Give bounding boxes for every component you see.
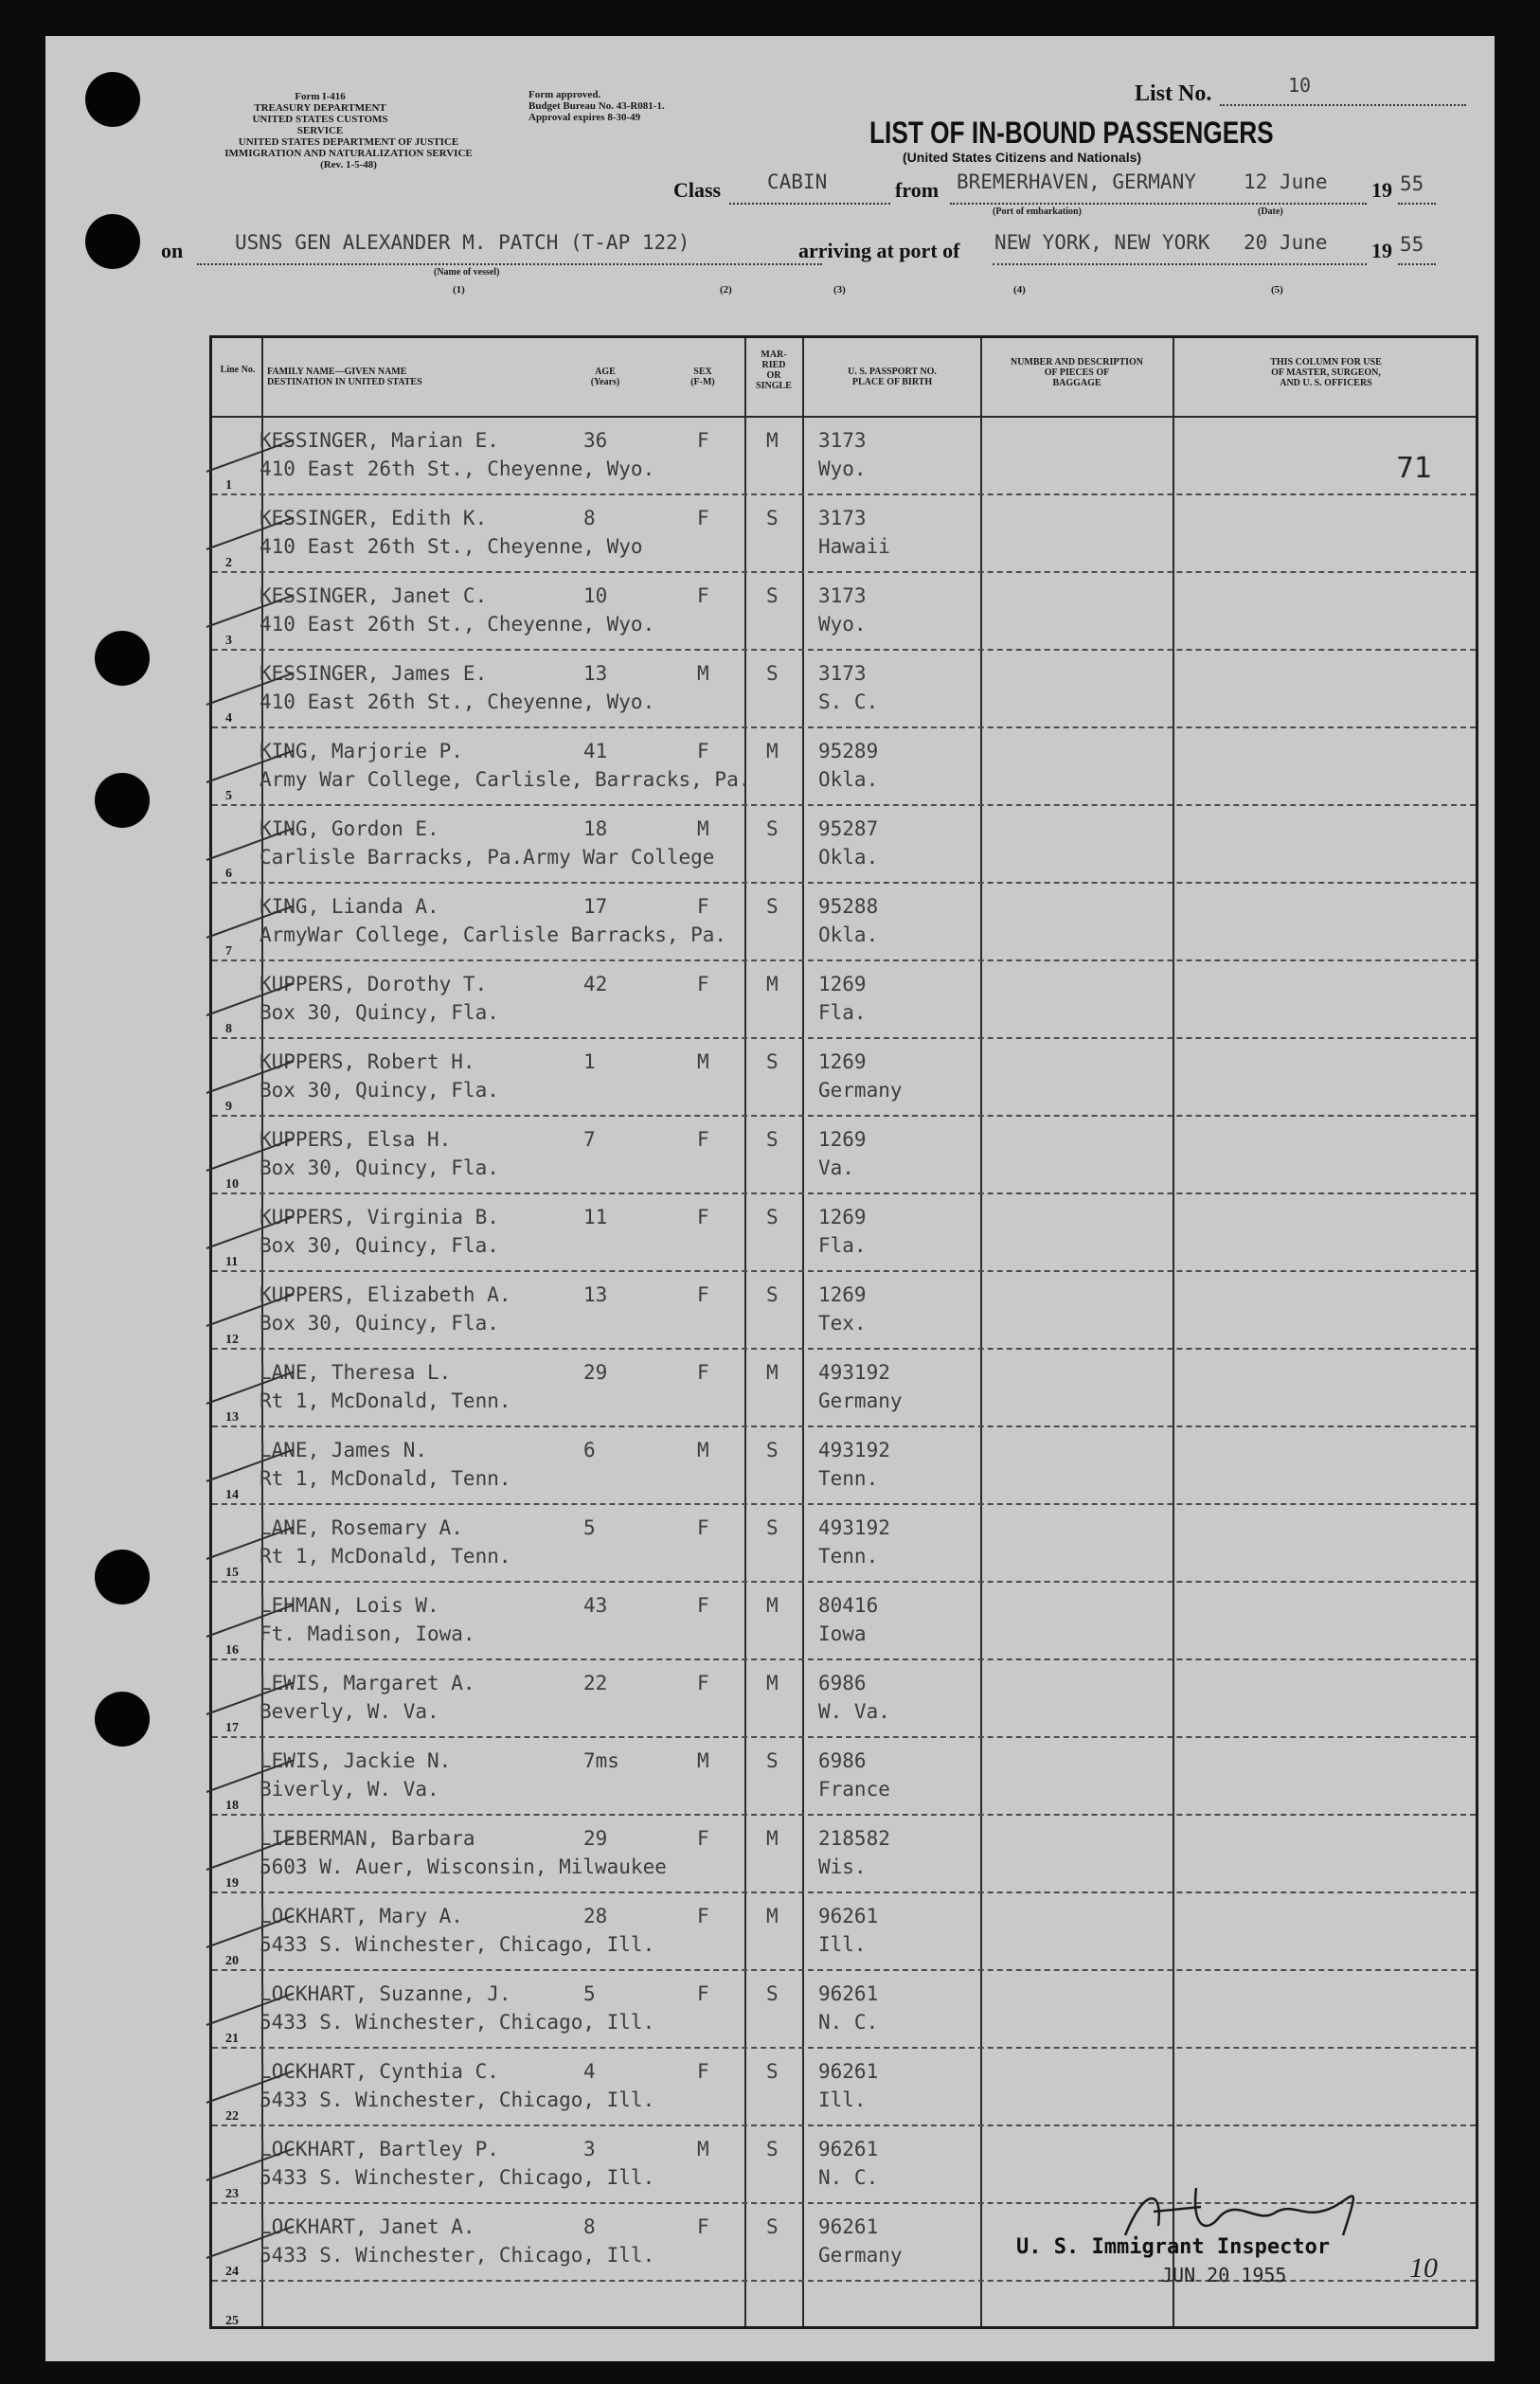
birthplace: Fla. — [818, 1001, 867, 1024]
class-value: CABIN — [767, 170, 828, 193]
passenger-marital: S — [766, 507, 779, 529]
port-of-embarkation-note: (Port of embarkation) — [993, 206, 1082, 217]
table-row — [212, 806, 1476, 884]
line-number: 14 — [225, 1488, 239, 1502]
passenger-age: 18 — [583, 817, 608, 840]
passenger-age: 3 — [583, 2138, 596, 2160]
binder-hole — [95, 1550, 150, 1604]
passenger-sex: F — [697, 1905, 709, 1927]
passenger-marital: S — [766, 1749, 779, 1772]
table-row — [212, 1893, 1476, 1971]
passenger-marital: M — [766, 1827, 779, 1850]
passenger-age: 29 — [583, 1361, 608, 1384]
table-row — [212, 573, 1476, 651]
passenger-sex: F — [697, 1283, 709, 1306]
arrival-port: NEW YORK, NEW YORK — [994, 231, 1210, 254]
passenger-age: 7 — [583, 1128, 596, 1151]
passenger-age: 8 — [583, 2215, 596, 2238]
binder-hole — [85, 214, 140, 269]
passenger-age: 13 — [583, 1283, 608, 1306]
birthplace: Wis. — [818, 1855, 867, 1878]
passenger-name: LOCKHART, Mary A. — [260, 1905, 463, 1927]
departure-year-underline — [1398, 203, 1436, 205]
ins-line: IMMIGRATION AND NATURALIZATION SERVICE — [224, 148, 473, 159]
passenger-sex: F — [697, 1128, 709, 1151]
passenger-marital: S — [766, 1050, 779, 1073]
passenger-address: 5433 S. Winchester, Chicago, Ill. — [260, 2244, 655, 2267]
on-label: on — [161, 239, 184, 262]
passport-number: 96261 — [818, 1905, 879, 1927]
col-header-name: FAMILY NAME—GIVEN NAME DESTINATION IN UNITED STATES — [267, 367, 422, 387]
passenger-name: LEWIS, Jackie N. — [260, 1749, 452, 1772]
passport-number: 218582 — [818, 1827, 890, 1850]
passenger-age: 5 — [583, 1516, 596, 1539]
from-label: from — [895, 178, 940, 202]
table-row — [212, 1505, 1476, 1583]
passenger-marital: M — [766, 1594, 779, 1617]
line-number: 10 — [225, 1177, 239, 1192]
list-no-underline — [1220, 104, 1466, 106]
passenger-age: 10 — [583, 584, 608, 607]
passport-number: 95287 — [818, 817, 879, 840]
table-row — [212, 728, 1476, 806]
birthplace: W. Va. — [818, 1700, 890, 1723]
birthplace: Ill. — [818, 2088, 867, 2111]
binder-hole — [95, 1692, 150, 1747]
passenger-address: 410 East 26th St., Cheyenne, Wyo. — [260, 690, 655, 713]
passenger-address: Box 30, Quincy, Fla. — [260, 1079, 499, 1102]
line-number: 4 — [225, 711, 232, 726]
binder-hole — [85, 72, 140, 127]
passenger-address: Rt 1, McDonald, Tenn. — [260, 1389, 511, 1412]
birthplace: Okla. — [818, 923, 879, 946]
passenger-age: 36 — [583, 429, 608, 452]
passenger-address: Box 30, Quincy, Fla. — [260, 1312, 499, 1335]
passenger-sex: F — [697, 1827, 709, 1850]
passport-number: 3173 — [818, 584, 867, 607]
birthplace: Ill. — [818, 1933, 867, 1956]
passenger-marital: S — [766, 1283, 779, 1306]
arrival-underline — [993, 263, 1367, 265]
birthplace: Tenn. — [818, 1545, 879, 1568]
birthplace: Germany — [818, 1389, 903, 1412]
birthplace: France — [818, 1778, 890, 1801]
birthplace: Wyo. — [818, 457, 867, 480]
department-of-justice: UNITED STATES DEPARTMENT OF JUSTICE — [238, 136, 459, 148]
passenger-sex: M — [697, 1050, 709, 1073]
inspector-stamp: U. S. Immigrant Inspector — [1016, 2235, 1331, 2259]
line-number: 23 — [225, 2187, 239, 2201]
passenger-address: 410 East 26th St., Cheyenne, Wyo. — [260, 457, 655, 480]
passenger-sex: F — [697, 429, 709, 452]
passenger-age: 42 — [583, 973, 608, 995]
passport-number: 493192 — [818, 1361, 890, 1384]
arrival-year-prefix: 19 — [1371, 239, 1392, 262]
line-number: 18 — [225, 1799, 239, 1813]
passenger-name: LANE, Theresa L. — [260, 1361, 452, 1384]
birthplace: N. C. — [818, 2011, 879, 2034]
passport-number: 1269 — [818, 1283, 867, 1306]
from-underline — [950, 203, 1367, 205]
arrival-year-underline — [1398, 263, 1436, 265]
passenger-name: KUPPERS, Elizabeth A. — [260, 1283, 511, 1306]
passenger-marital: S — [766, 584, 779, 607]
passenger-name: KUPPERS, Robert H. — [260, 1050, 475, 1073]
table-row — [212, 418, 1476, 495]
col-header-baggage: NUMBER AND DESCRIPTION OF PIECES OF BAGGAGE — [1010, 357, 1143, 388]
table-row — [212, 1660, 1476, 1738]
passenger-name: KING, Marjorie P. — [260, 740, 463, 762]
line-number: 17 — [225, 1721, 239, 1735]
vessel-name: USNS GEN ALEXANDER M. PATCH (T-AP 122) — [235, 231, 690, 254]
form-approval-block — [528, 89, 665, 123]
table-row — [212, 495, 1476, 573]
line-number: 2 — [225, 556, 232, 570]
passenger-marital: M — [766, 740, 779, 762]
passenger-address: Biverly, W. Va. — [260, 1778, 439, 1801]
passport-number: 96261 — [818, 2060, 879, 2083]
treasury-department: TREASURY DEPARTMENT — [254, 102, 386, 114]
birthplace: Wyo. — [818, 613, 867, 636]
passenger-marital: M — [766, 1361, 779, 1384]
col-header-line-no: Line No. — [220, 365, 256, 375]
passenger-address: Beverly, W. Va. — [260, 1700, 439, 1723]
table-row — [212, 1039, 1476, 1117]
line-number: 16 — [225, 1643, 239, 1658]
passenger-marital: S — [766, 2060, 779, 2083]
col-header-age: AGE (Years) — [590, 367, 620, 387]
passenger-sex: F — [697, 1206, 709, 1228]
table-row — [212, 1194, 1476, 1272]
passenger-marital: S — [766, 1128, 779, 1151]
passenger-address: 5433 S. Winchester, Chicago, Ill. — [260, 2011, 655, 2034]
passenger-age: 1 — [583, 1050, 596, 1073]
passenger-marital: M — [766, 1672, 779, 1694]
table-row — [212, 884, 1476, 961]
passport-number: 493192 — [818, 1516, 890, 1539]
birthplace: Okla. — [818, 768, 879, 791]
passport-number: 1269 — [818, 1128, 867, 1151]
passenger-sex: M — [697, 662, 709, 685]
table-row — [212, 1350, 1476, 1427]
line-number: 8 — [225, 1022, 232, 1036]
arriving-label: arriving at port of — [798, 239, 960, 262]
passenger-name: LOCKHART, Cynthia C. — [260, 2060, 499, 2083]
col-number-2: (2) — [720, 284, 732, 296]
table-row — [212, 2049, 1476, 2126]
passport-number: 95288 — [818, 895, 879, 918]
vessel-note: (Name of vessel) — [434, 267, 500, 278]
passenger-sex: M — [697, 1439, 709, 1461]
line-number: 20 — [225, 1954, 239, 1968]
passport-number: 1269 — [818, 1206, 867, 1228]
passport-number: 493192 — [818, 1439, 890, 1461]
passenger-address: Rt 1, McDonald, Tenn. — [260, 1545, 511, 1568]
page-subtitle: (United States Citizens and Nationals) — [903, 150, 1142, 165]
passenger-sex: F — [697, 1361, 709, 1384]
passenger-name: LOCKHART, Janet A. — [260, 2215, 475, 2238]
birthplace: N. C. — [818, 2166, 879, 2189]
passenger-marital: S — [766, 2138, 779, 2160]
date-note: (Date) — [1258, 206, 1283, 217]
passenger-sex: F — [697, 1672, 709, 1694]
passenger-sex: F — [697, 895, 709, 918]
birthplace: Iowa — [818, 1622, 867, 1645]
passenger-sex: M — [697, 2138, 709, 2160]
passenger-address: 5433 S. Winchester, Chicago, Ill. — [260, 2166, 655, 2189]
arrival-year: 55 — [1400, 233, 1424, 256]
birthplace: Okla. — [818, 846, 879, 869]
passport-number: 3173 — [818, 662, 867, 685]
departure-year: 55 — [1400, 172, 1424, 195]
table-row — [212, 1117, 1476, 1194]
passport-number: 6986 — [818, 1749, 867, 1772]
line-number: 19 — [225, 1876, 239, 1891]
manifest-sheet — [45, 36, 1495, 2361]
passenger-marital: S — [766, 817, 779, 840]
birthplace: Tex. — [818, 1312, 867, 1335]
passenger-name: KESSINGER, Marian E. — [260, 429, 499, 452]
passenger-sex: F — [697, 2215, 709, 2238]
line-number: 12 — [225, 1333, 239, 1347]
binder-hole — [95, 631, 150, 686]
passenger-address: 410 East 26th St., Cheyenne, Wyo — [260, 535, 643, 558]
birthplace: Germany — [818, 1079, 903, 1102]
passport-number: 95289 — [818, 740, 879, 762]
line-number: 22 — [225, 2109, 239, 2124]
col-number-4: (4) — [1013, 284, 1026, 296]
passenger-name: KUPPERS, Dorothy T. — [260, 973, 488, 995]
passenger-name: KESSINGER, James E. — [260, 662, 488, 685]
table-row — [212, 2280, 1476, 2357]
passenger-age: 6 — [583, 1439, 596, 1461]
passport-number: 6986 — [818, 1672, 867, 1694]
passenger-marital: S — [766, 1982, 779, 2005]
form-agency-block — [235, 91, 405, 136]
passenger-age: 8 — [583, 507, 596, 529]
passenger-address: 5603 W. Auer, Wisconsin, Milwaukee — [260, 1855, 667, 1878]
passport-number: 96261 — [818, 2138, 879, 2160]
passenger-address: 5433 S. Winchester, Chicago, Ill. — [260, 1933, 655, 1956]
passenger-sex: M — [697, 1749, 709, 1772]
col-number-5: (5) — [1271, 284, 1283, 296]
passenger-marital: M — [766, 429, 779, 452]
table-row — [212, 961, 1476, 1039]
stamp-date: JUN 20 1955 — [1161, 2264, 1287, 2286]
passenger-name: LEHMAN, Lois W. — [260, 1594, 439, 1617]
approval-line: Approval expires 8-30-49 — [528, 112, 641, 123]
passenger-marital: S — [766, 895, 779, 918]
passenger-age: 29 — [583, 1827, 608, 1850]
departure-date: 12 June — [1244, 170, 1328, 193]
passenger-marital: S — [766, 2215, 779, 2238]
list-no-value: 10 — [1288, 74, 1312, 97]
line-number: 5 — [225, 789, 232, 803]
form-number: Form I-416 — [295, 91, 346, 102]
passenger-name: LIEBERMAN, Barbara — [260, 1827, 475, 1850]
table-row — [212, 1971, 1476, 2049]
passenger-marital: M — [766, 973, 779, 995]
birthplace: Fla. — [818, 1234, 867, 1257]
passenger-age: 41 — [583, 740, 608, 762]
birthplace: Hawaii — [818, 535, 890, 558]
passport-number: 3173 — [818, 429, 867, 452]
passenger-sex: M — [697, 817, 709, 840]
passenger-marital: S — [766, 662, 779, 685]
passenger-sex: F — [697, 584, 709, 607]
table-row — [212, 1583, 1476, 1660]
passenger-sex: F — [697, 507, 709, 529]
passenger-sex: F — [697, 740, 709, 762]
passport-number: 80416 — [818, 1594, 879, 1617]
line-number: 6 — [225, 867, 232, 881]
arrival-date: 20 June — [1244, 231, 1328, 254]
from-port: BREMERHAVEN, GERMANY — [957, 170, 1196, 193]
passenger-name: KING, Gordon E. — [260, 817, 439, 840]
passenger-sex: F — [697, 973, 709, 995]
approval-line: Budget Bureau No. 43-R081-1. — [528, 100, 665, 112]
line-number: 3 — [225, 634, 232, 648]
line-number: 11 — [225, 1255, 239, 1269]
class-label: Class — [673, 178, 722, 202]
line-number: 24 — [225, 2265, 239, 2279]
passenger-address: Carlisle Barracks, Pa.Army War College — [260, 846, 715, 869]
passenger-name: KESSINGER, Edith K. — [260, 507, 488, 529]
line-number: 25 — [225, 2314, 239, 2328]
form-justice-block — [164, 136, 533, 170]
passenger-address: Box 30, Quincy, Fla. — [260, 1001, 499, 1024]
passenger-marital: S — [766, 1439, 779, 1461]
col-header-sex: SEX (F-M) — [690, 367, 715, 387]
col-number-3: (3) — [833, 284, 846, 296]
passenger-name: KUPPERS, Virginia B. — [260, 1206, 499, 1228]
departure-year-prefix: 19 — [1371, 178, 1392, 202]
passenger-age: 13 — [583, 662, 608, 685]
passport-number: 3173 — [818, 507, 867, 529]
passenger-address: Army War College, Carlisle, Barracks, Pa. — [260, 768, 751, 791]
passenger-marital: M — [766, 1905, 779, 1927]
table-row — [212, 1816, 1476, 1893]
approval-line: Form approved. — [528, 89, 601, 100]
birthplace: S. C. — [818, 690, 879, 713]
binder-hole — [95, 773, 150, 828]
passenger-age: 17 — [583, 895, 608, 918]
passenger-address: Ft. Madison, Iowa. — [260, 1622, 475, 1645]
col-header-married: MAR- RIED OR SINGLE — [756, 350, 792, 391]
passenger-sex: F — [697, 1594, 709, 1617]
passenger-marital: S — [766, 1206, 779, 1228]
passenger-name: KESSINGER, Janet C. — [260, 584, 488, 607]
table-row — [212, 1272, 1476, 1350]
line-number: 21 — [225, 2032, 239, 2046]
line-number: 15 — [225, 1566, 239, 1580]
passenger-name: LOCKHART, Bartley P. — [260, 2138, 499, 2160]
passenger-address: ArmyWar College, Carlisle Barracks, Pa. — [260, 923, 727, 946]
passenger-address: 410 East 26th St., Cheyenne, Wyo. — [260, 613, 655, 636]
passenger-sex: F — [697, 2060, 709, 2083]
passenger-name: LOCKHART, Suzanne, J. — [260, 1982, 511, 2005]
table-row — [212, 1427, 1476, 1505]
passenger-sex: F — [697, 1982, 709, 2005]
passenger-table — [209, 335, 1478, 2329]
line-number: 9 — [225, 1100, 232, 1114]
col-header-officers: THIS COLUMN FOR USE OF MASTER, SURGEON, AND U. S. OFFICERS — [1270, 357, 1382, 388]
passenger-sex: F — [697, 1516, 709, 1539]
birthplace: Va. — [818, 1156, 854, 1179]
line-number: 13 — [225, 1410, 239, 1425]
passenger-age: 22 — [583, 1672, 608, 1694]
passenger-marital: S — [766, 1516, 779, 1539]
passenger-address: Rt 1, McDonald, Tenn. — [260, 1467, 511, 1490]
passenger-address: Box 30, Quincy, Fla. — [260, 1156, 499, 1179]
table-row — [212, 1738, 1476, 1816]
col-header-passport: U. S. PASSPORT NO. PLACE OF BIRTH — [848, 367, 937, 387]
passenger-address: Box 30, Quincy, Fla. — [260, 1234, 499, 1257]
passenger-age: 5 — [583, 1982, 596, 2005]
class-underline — [729, 203, 890, 205]
passenger-address: 5433 S. Winchester, Chicago, Ill. — [260, 2088, 655, 2111]
vessel-underline — [197, 263, 822, 265]
passenger-age: 4 — [583, 2060, 596, 2083]
passenger-age: 28 — [583, 1905, 608, 1927]
passport-number: 96261 — [818, 2215, 879, 2238]
form-revision: (Rev. 1-5-48) — [320, 159, 377, 170]
passenger-age: 11 — [583, 1206, 608, 1228]
birthplace: Tenn. — [818, 1467, 879, 1490]
passport-number: 1269 — [818, 973, 867, 995]
line-number: 7 — [225, 944, 232, 959]
list-no-label: List No. — [1135, 81, 1212, 106]
passenger-age: 43 — [583, 1594, 608, 1617]
page-number: 10 — [1409, 2252, 1438, 2284]
col-number-1: (1) — [453, 284, 465, 296]
table-row — [212, 651, 1476, 728]
passenger-name: LANE, Rosemary A. — [260, 1516, 463, 1539]
passport-number: 96261 — [818, 1982, 879, 2005]
passenger-name: LANE, James N. — [260, 1439, 428, 1461]
officer-note: 71 — [1396, 452, 1433, 485]
birthplace: Germany — [818, 2244, 903, 2267]
passport-number: 1269 — [818, 1050, 867, 1073]
passenger-name: KUPPERS, Elsa H. — [260, 1128, 452, 1151]
customs-service: UNITED STATES CUSTOMS SERVICE — [252, 114, 388, 136]
passenger-name: KING, Lianda A. — [260, 895, 439, 918]
line-number: 1 — [225, 478, 232, 493]
page-title: LIST OF IN-BOUND PASSENGERS — [869, 116, 1274, 150]
passenger-name: LEWIS, Margaret A. — [260, 1672, 475, 1694]
passenger-age: 7ms — [583, 1749, 619, 1772]
